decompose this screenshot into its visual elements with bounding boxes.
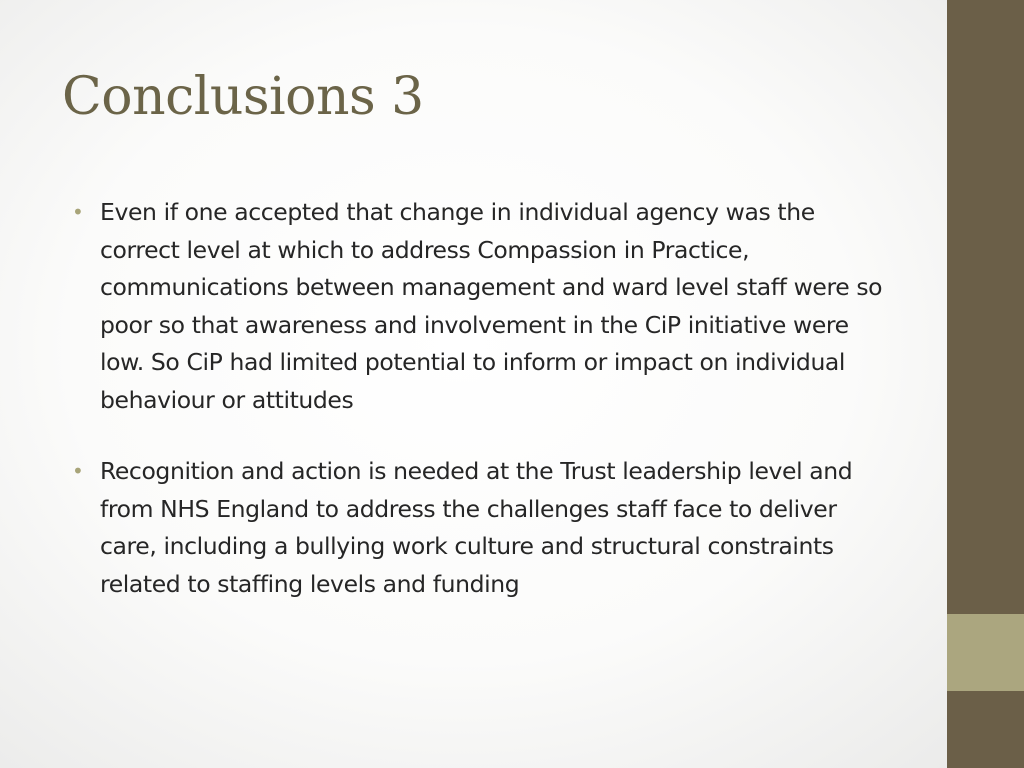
- bullet-list: [72, 194, 892, 603]
- bullet-text: Even if one accepted that change in individual agency was the correct level at which to address Compassion in Practice, communications between management and ward level staff were so poor so that awareness and involvement in the CiP initiative were low. So CiP had limited potential to inform or impact on individual behaviour or attitudes: [100, 198, 883, 414]
- bullet-item: [72, 194, 892, 419]
- bullet-marker-icon: •: [72, 200, 84, 224]
- slide-title: Conclusions 3: [62, 67, 424, 127]
- bullet-marker-icon: •: [72, 459, 84, 483]
- bullet-item: [72, 453, 892, 603]
- decorative-sidebar: [947, 0, 1024, 768]
- sidebar-dark-bar: [947, 0, 1024, 614]
- sidebar-accent-block: [947, 614, 1024, 691]
- sidebar-dark-footer: [947, 691, 1024, 768]
- bullet-text: Recognition and action is needed at the Trust leadership level and from NHS England to address the challenges staff face to deliver care, including a bullying work culture and structural constraints related to staffing levels and funding: [100, 457, 853, 598]
